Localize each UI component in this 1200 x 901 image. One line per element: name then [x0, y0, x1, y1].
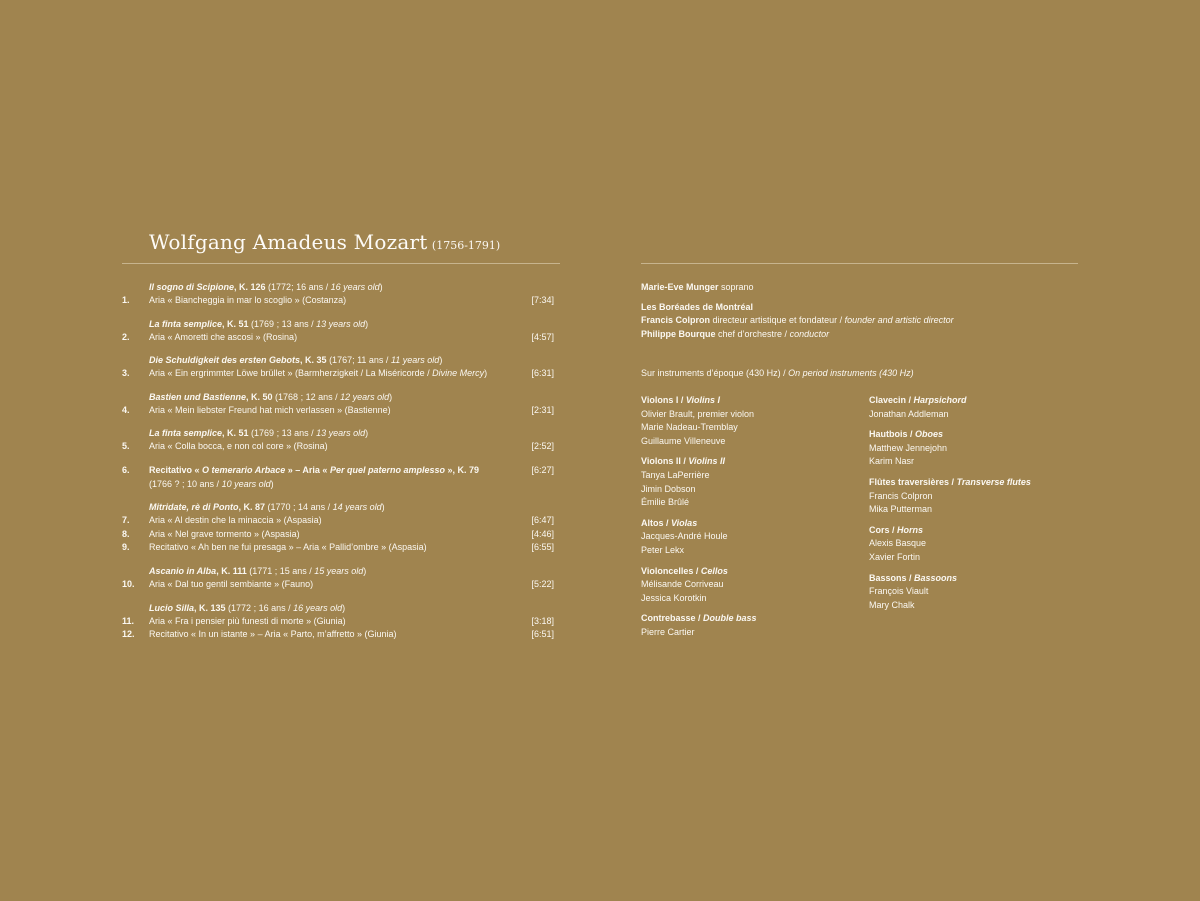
- member-name: Tanya LaPerrière: [641, 469, 710, 480]
- track-number: 2.: [122, 331, 130, 342]
- track-duration: [7:34]: [531, 295, 554, 305]
- member-name: Peter Lekx: [641, 544, 685, 555]
- track-row: [122, 404, 554, 418]
- track-duration: [4:57]: [531, 331, 554, 342]
- track-number: 5.: [122, 441, 130, 452]
- section-heading: Violons II / Violins II: [641, 456, 726, 467]
- section-heading: Hautbois / Oboes: [869, 429, 944, 440]
- section-oboes: [869, 428, 1031, 469]
- track-number: 8.: [122, 528, 130, 539]
- work-block: [122, 318, 554, 345]
- track-duration: [6:55]: [531, 542, 554, 553]
- track-row: [122, 528, 554, 542]
- section-bassoons: [869, 572, 1031, 613]
- track-number: 3.: [122, 368, 130, 379]
- member-name: Francis Colpron: [869, 490, 933, 501]
- performers-block: [641, 281, 954, 341]
- section-transverse-flutes: [869, 476, 1031, 517]
- track-row: [122, 440, 554, 454]
- track-description: Recitativo « Ah ben ne fui presaga » – Aria « Pallid’ombre » (Aspasia): [149, 542, 427, 553]
- track-row: [122, 294, 554, 308]
- work-info: (1766 ? ; 10 ans / 10 years old): [149, 478, 274, 489]
- work-block: [122, 391, 554, 418]
- member-name: Guillaume Villeneuve: [641, 435, 726, 446]
- track-row: [122, 628, 554, 642]
- section-horns: [869, 524, 1031, 565]
- member-name: Mary Chalk: [869, 599, 915, 610]
- work-block: [122, 501, 554, 555]
- work-title: Bastien und Bastienne, K. 50 (1768 ; 12 ans / 12 years old): [149, 391, 393, 402]
- member-name: Jessica Korotkin: [641, 592, 707, 603]
- divider-right: [641, 263, 1078, 264]
- member-name: Jimin Dobson: [641, 483, 696, 494]
- work-block: [122, 602, 554, 642]
- director-line: Francis Colpron directeur artistique et fondateur / founder and artistic director: [641, 315, 954, 326]
- track-description: Recitativo « In un istante » – Aria « Parto, m’affretto » (Giunia): [149, 629, 397, 640]
- composer-name: Wolfgang Amadeus Mozart: [149, 230, 428, 254]
- track-row: [122, 514, 554, 528]
- track-row: [122, 367, 554, 381]
- section-heading: Flûtes traversières / Transverse flutes: [869, 476, 1031, 487]
- track-duration: [5:22]: [531, 578, 554, 589]
- member-name: Olivier Brault, premier violon: [641, 408, 755, 419]
- track-duration: [2:31]: [531, 404, 554, 415]
- section-heading: Violoncelles / Cellos: [641, 565, 728, 576]
- member-name: Mélisande Corriveau: [641, 579, 724, 590]
- track-duration: [6:51]: [531, 629, 554, 640]
- section-heading: Violons I / Violins I: [641, 395, 721, 405]
- track-description: Aria « Al destin che la minaccia » (Aspasia): [149, 515, 322, 526]
- track-description: Aria « Amoretti che ascosi » (Rosina): [149, 331, 298, 342]
- track-description: Aria « Mein liebster Freund hat mich verlassen » (Bastienne): [149, 404, 391, 415]
- work-block: [122, 354, 554, 381]
- section-heading: Bassons / Bassoons: [869, 572, 958, 583]
- member-name: Xavier Fortin: [869, 551, 921, 562]
- track-row: [122, 541, 554, 555]
- member-name: Émilie Brûlé: [641, 497, 690, 508]
- section-violins-1: [641, 394, 757, 448]
- work-title: [122, 464, 554, 478]
- page-title: [149, 230, 500, 254]
- member-name: François Viault: [869, 586, 929, 597]
- member-name: Alexis Basque: [869, 538, 927, 549]
- track-duration: [4:46]: [531, 528, 554, 539]
- track-duration: [3:18]: [531, 615, 554, 626]
- track-number: 4.: [122, 404, 130, 415]
- track-description: Aria « Dal tuo gentil sembiante » (Fauno): [149, 578, 314, 589]
- work-block: [122, 464, 554, 491]
- work-title: Lucio Silla, K. 135 (1772 ; 16 ans / 16 years old): [149, 602, 346, 613]
- track-duration: [2:52]: [531, 441, 554, 452]
- member-name: Jacques-André Houle: [641, 531, 728, 542]
- track-description: Recitativo « O temerario Arbace » – Aria « Per quel paterno amplesso », K. 79: [149, 464, 480, 475]
- track-number: 10.: [122, 578, 135, 589]
- work-title: Mitridate, rè di Ponto, K. 87 (1770 ; 14 ans / 14 years old): [149, 502, 385, 513]
- section-double-bass: [641, 612, 757, 639]
- conductor-line: Philippe Bourque chef d’orchestre / conductor: [641, 328, 830, 339]
- track-description: Aria « Nel grave tormento » (Aspasia): [149, 528, 300, 539]
- section-cellos: [641, 565, 757, 606]
- work-block: [122, 427, 554, 454]
- section-heading: Clavecin / Harpsichord: [869, 395, 967, 405]
- composer-dates: (1756-1791): [431, 239, 501, 252]
- track-list: [122, 281, 554, 652]
- section-violas: [641, 517, 757, 558]
- work-title: La finta semplice, K. 51 (1769 ; 13 ans / 13 years old): [149, 428, 369, 439]
- track-row: [122, 578, 554, 592]
- track-duration: [6:27]: [531, 464, 554, 475]
- member-name: Marie Nadeau-Tremblay: [641, 422, 738, 433]
- track-description: Aria « Biancheggia in mar lo scoglio » (Costanza): [149, 295, 347, 305]
- member-name: Jonathan Addleman: [869, 408, 949, 419]
- section-heading: Contrebasse / Double bass: [641, 613, 757, 624]
- ensemble-name: Les Boréades de Montréal: [641, 301, 754, 312]
- track-description: Aria « Ein ergrimmter Löwe brüllet » (Barmherzigkeit / La Miséricorde / Divine Mercy): [149, 368, 488, 379]
- member-name: Karim Nasr: [869, 456, 915, 467]
- work-title: Die Schuldigkeit des ersten Gebots, K. 35 (1767; 11 ans / 11 years old): [149, 355, 443, 366]
- work-block: [122, 281, 554, 308]
- section-violins-2: [641, 455, 757, 509]
- period-instruments-note: Sur instruments d’époque (430 Hz) / On period instruments (430 Hz): [641, 368, 914, 378]
- orchestra-column-winds: [869, 394, 1031, 619]
- track-duration: [6:47]: [531, 515, 554, 526]
- work-block: [122, 565, 554, 592]
- track-description: Aria « Colla bocca, e non col core » (Rosina): [149, 441, 328, 452]
- soloist-line: Marie-Eve Munger soprano: [641, 282, 754, 292]
- work-title: Il sogno di Scipione, K. 126 (1772; 16 ans / 16 years old): [149, 282, 383, 292]
- track-number: 11.: [122, 615, 135, 626]
- member-name: Mika Putterman: [869, 504, 933, 515]
- track-duration: [6:31]: [531, 368, 554, 379]
- track-row: [122, 331, 554, 345]
- track-number: 1.: [122, 295, 130, 305]
- orchestra-column-strings: [641, 394, 757, 647]
- track-row: [122, 615, 554, 629]
- track-number: 12.: [122, 629, 135, 640]
- section-harpsichord: [869, 394, 1031, 421]
- section-heading: Altos / Violas: [641, 517, 698, 528]
- track-number: 7.: [122, 515, 130, 526]
- track-description: Aria « Fra i pensier più funesti di morte » (Giunia): [149, 615, 346, 626]
- track-number: 6.: [122, 464, 130, 475]
- member-name: Matthew Jennejohn: [869, 442, 948, 453]
- work-title: La finta semplice, K. 51 (1769 ; 13 ans / 13 years old): [149, 318, 369, 329]
- member-name: Pierre Cartier: [641, 626, 695, 637]
- section-heading: Cors / Horns: [869, 524, 924, 535]
- divider-left: [122, 263, 560, 264]
- track-number: 9.: [122, 542, 130, 553]
- work-title: Ascanio in Alba, K. 111 (1771 ; 15 ans / 15 years old): [149, 565, 367, 576]
